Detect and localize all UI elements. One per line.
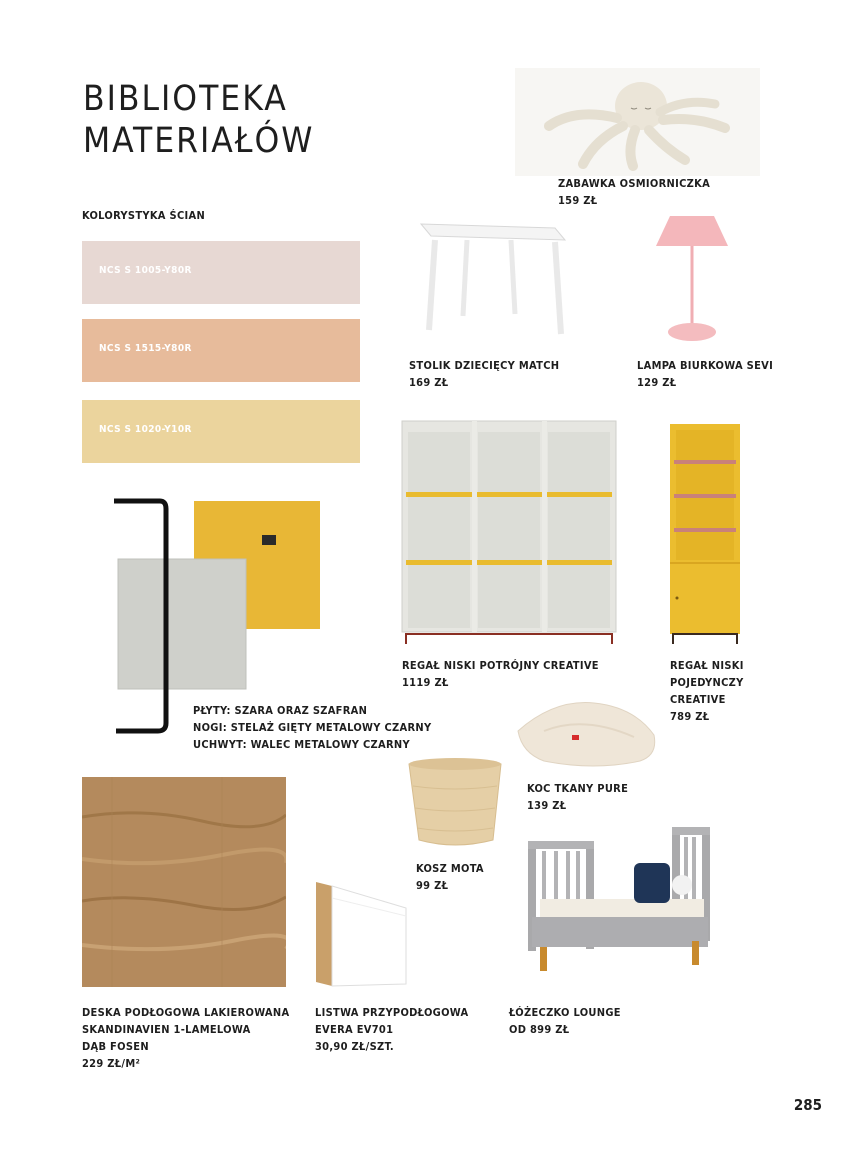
wall-colors-heading: KOLORYSTYKA ŚCIAN	[82, 209, 206, 222]
table-label: STOLIK DZIECIĘCY MATCH 169 ZŁ	[409, 359, 560, 389]
page-title	[83, 78, 314, 162]
basket-image	[405, 756, 505, 851]
floor-board-sample	[82, 777, 286, 987]
swatch-1515-y80r	[82, 319, 360, 382]
octopus-toy-image	[515, 68, 760, 176]
triple-shelf-image	[400, 420, 618, 646]
desk-lamp-image	[650, 210, 735, 345]
title-line-2: MATERIAŁÓW	[83, 121, 315, 161]
swatch-1020-y10r	[82, 400, 360, 463]
title-line-1: BIBLIOTEKA	[83, 79, 288, 119]
skirting-label: LISTWA PRZYPODŁOGOWA EVERA EV701 30,90 ZŁ/SZT.	[315, 1006, 469, 1053]
swatch-code: NCS S 1020-Y10R	[99, 424, 192, 435]
lamp-label: LAMPA BIURKOWA SEVI 129 ZŁ	[637, 359, 774, 389]
crib-image	[522, 823, 717, 975]
materials-label: PŁYTY: SZARA ORAZ SZAFRAN NOGI: STELAŻ GIĘTY METALOWY CZARNY UCHWYT: WALEC METALOWY CZARNY	[193, 704, 432, 751]
blanket-image	[514, 695, 659, 775]
swatch-code: NCS S 1515-Y80R	[99, 343, 192, 354]
crib-label: ŁÓŻECZKO LOUNGE OD 899 ZŁ	[509, 1006, 621, 1036]
octopus-label: ZABAWKA OSMIORNICZKA 159 ZŁ	[558, 177, 711, 207]
basket-label: KOSZ MOTA 99 ZŁ	[416, 862, 484, 892]
single-shelf-label: REGAŁ NISKI POJEDYNCZY CREATIVE 789 ZŁ	[670, 659, 744, 723]
swatch-code: NCS S 1005-Y80R	[99, 265, 192, 276]
single-shelf-image	[668, 422, 742, 646]
kids-table-image	[415, 218, 570, 343]
triple-shelf-label: REGAŁ NISKI POTRÓJNY CREATIVE 1119 ZŁ	[402, 659, 599, 689]
skirting-board-image	[310, 878, 410, 988]
page-number: 285	[793, 1096, 822, 1114]
floor-label: DESKA PODŁOGOWA LAKIEROWANA SKANDINAVIEN 1-LAMELOWA DĄB FOSEN 229 ZŁ/M²	[82, 1006, 290, 1070]
blanket-label: KOC TKANY PURE 139 ZŁ	[527, 782, 629, 812]
swatch-1005-y80r	[82, 241, 360, 304]
